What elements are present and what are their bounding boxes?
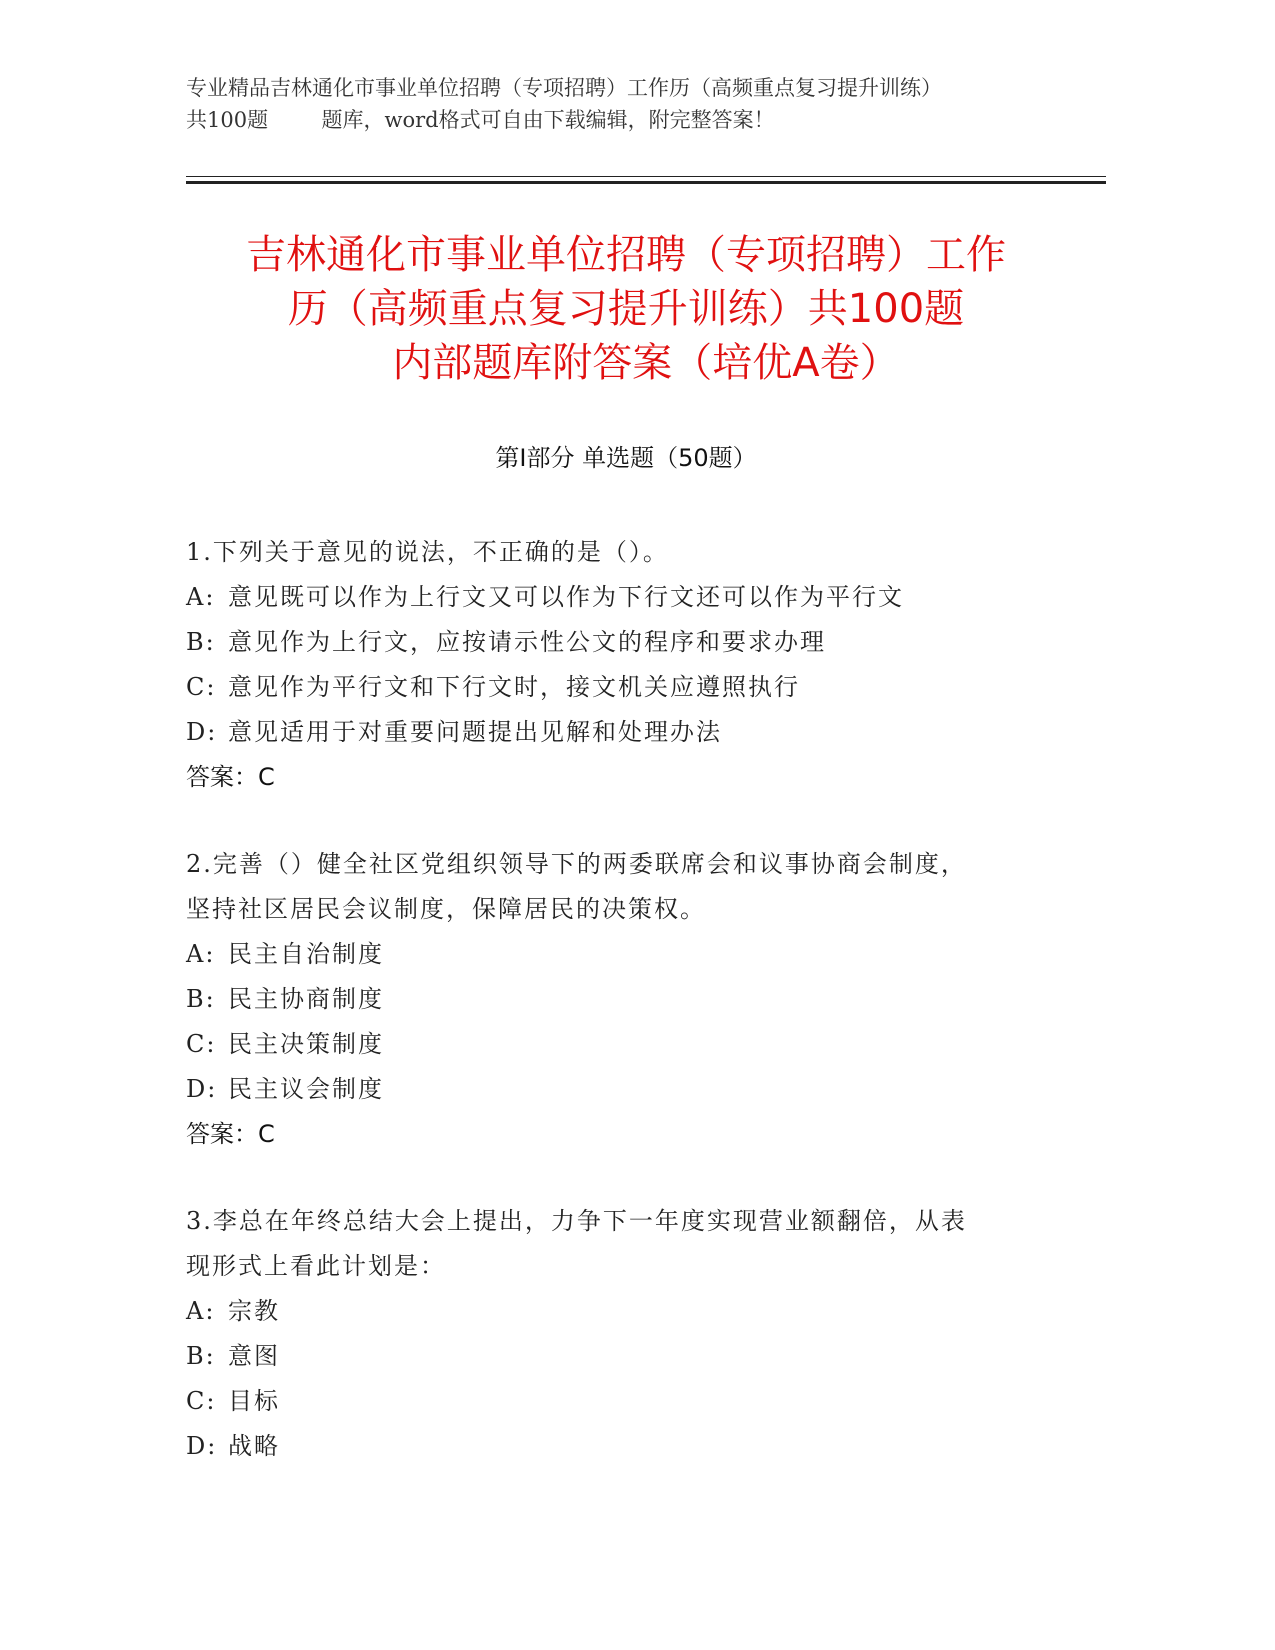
option-key: D: bbox=[186, 1432, 218, 1460]
option-c bbox=[186, 665, 1066, 710]
option-text: 民主协商制度 bbox=[228, 985, 384, 1013]
option-c bbox=[186, 1379, 1066, 1424]
option-b bbox=[186, 1334, 1066, 1379]
question-stem: 2.完善（）健全社区党组织领导下的两委联席会和议事协商会制度， bbox=[186, 850, 967, 878]
option-key: A: bbox=[186, 940, 216, 968]
option-key: D: bbox=[186, 718, 218, 746]
header-line-2: 共100题 题库，word格式可自由下载编辑，附完整答案！ bbox=[186, 108, 775, 132]
option-c bbox=[186, 1022, 1066, 1067]
option-text: 意见作为上行文，应按请示性公文的程序和要求办理 bbox=[228, 628, 826, 656]
title-line-3: 内部题库附答案（培优A卷） bbox=[392, 340, 900, 386]
option-key: A: bbox=[186, 1297, 216, 1325]
option-text: 意图 bbox=[228, 1342, 280, 1370]
section-title: 第I部分 单选题（50题） bbox=[495, 444, 757, 472]
question-3 bbox=[186, 1199, 1066, 1469]
header-divider-thin bbox=[186, 176, 1106, 177]
question-list bbox=[186, 530, 1066, 1511]
option-key: B: bbox=[186, 628, 216, 656]
answer: 答案：C bbox=[186, 1120, 275, 1148]
option-key: D: bbox=[186, 1075, 218, 1103]
option-text: 战略 bbox=[228, 1432, 280, 1460]
option-a bbox=[186, 932, 1066, 977]
question-stem-continued: 现形式上看此计划是： bbox=[186, 1252, 446, 1280]
option-a bbox=[186, 575, 1066, 620]
option-d bbox=[186, 1067, 1066, 1112]
question-stem: 1.下列关于意见的说法，不正确的是（）。 bbox=[186, 538, 669, 566]
option-b bbox=[186, 977, 1066, 1022]
option-text: 意见作为平行文和下行文时，接文机关应遵照执行 bbox=[228, 673, 800, 701]
answer: 答案：C bbox=[186, 763, 275, 791]
option-text: 意见适用于对重要问题提出见解和处理办法 bbox=[228, 718, 722, 746]
option-text: 民主决策制度 bbox=[228, 1030, 384, 1058]
option-text: 宗教 bbox=[228, 1297, 280, 1325]
header-line-1: 专业精品吉林通化市事业单位招聘（专项招聘）工作历（高频重点复习提升训练） bbox=[186, 76, 942, 100]
option-key: C: bbox=[186, 673, 217, 701]
option-text: 意见既可以作为上行文又可以作为下行文还可以作为平行文 bbox=[228, 583, 904, 611]
option-key: C: bbox=[186, 1387, 217, 1415]
option-text: 民主议会制度 bbox=[228, 1075, 384, 1103]
option-a bbox=[186, 1289, 1066, 1334]
title-line-2: 历（高频重点复习提升训练）共100题 bbox=[287, 286, 965, 332]
option-d bbox=[186, 710, 1066, 755]
question-stem-continued: 坚持社区居民会议制度，保障居民的决策权。 bbox=[186, 895, 706, 923]
question-2 bbox=[186, 842, 1066, 1157]
option-key: B: bbox=[186, 1342, 216, 1370]
document-title bbox=[186, 228, 1066, 390]
question-1 bbox=[186, 530, 1066, 800]
option-d bbox=[186, 1424, 1066, 1469]
option-key: C: bbox=[186, 1030, 217, 1058]
page-header bbox=[186, 72, 1106, 136]
title-line-1: 吉林通化市事业单位招聘（专项招聘）工作 bbox=[246, 232, 1006, 278]
option-text: 目标 bbox=[228, 1387, 280, 1415]
header-divider-thick bbox=[186, 181, 1106, 184]
option-key: B: bbox=[186, 985, 216, 1013]
option-text: 民主自治制度 bbox=[228, 940, 384, 968]
question-stem: 3.李总在年终总结大会上提出，力争下一年度实现营业额翻倍，从表 bbox=[186, 1207, 967, 1235]
option-key: A: bbox=[186, 583, 216, 611]
option-b bbox=[186, 620, 1066, 665]
